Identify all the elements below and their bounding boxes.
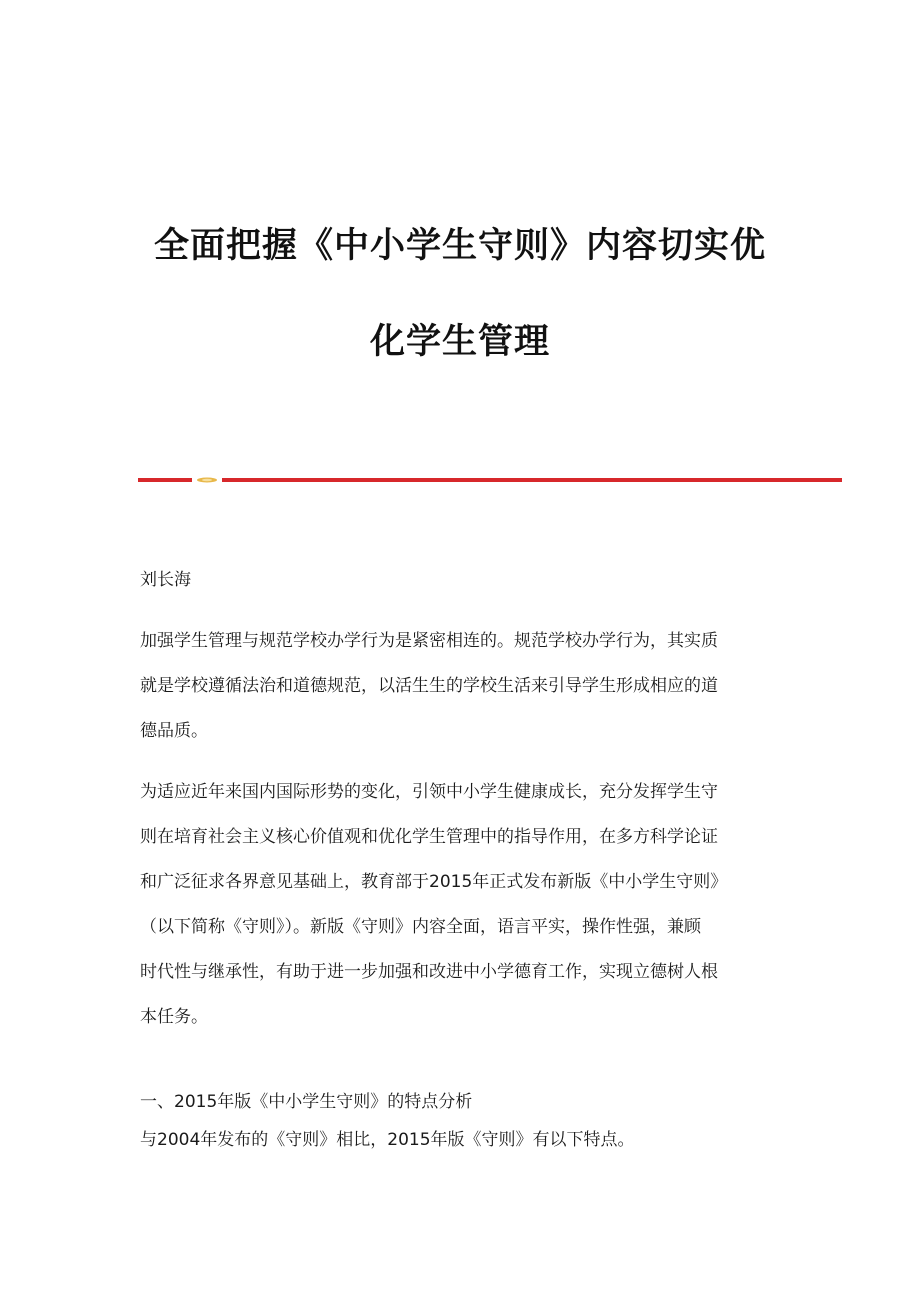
- paragraph-line: 则在培育社会主义核心价值观和优化学生管理中的指导作用，在多方科学论证: [140, 827, 718, 847]
- paragraph-2: [140, 770, 782, 1040]
- divider-bar-left: [138, 478, 192, 482]
- paragraph-1: [140, 619, 782, 754]
- title-divider: [138, 477, 842, 483]
- paragraph-line: 德品质。: [140, 721, 208, 741]
- divider-bar-right: [222, 478, 842, 482]
- paragraph-line: （以下简称《守则》）。新版《守则》内容全面，语言平实，操作性强，兼顾: [140, 917, 701, 937]
- author-name: 刘长海: [140, 570, 191, 590]
- paragraph-3: 与2004年发布的《守则》相比，2015年版《守则》有以下特点。: [140, 1130, 635, 1150]
- paragraph-line: 加强学生管理与规范学校办学行为是紧密相连的。规范学校办学行为，其实质: [140, 631, 718, 651]
- paragraph-line: 为适应近年来国内国际形势的变化，引领中小学生健康成长，充分发挥学生守: [140, 782, 718, 802]
- paragraph-line: 本任务。: [140, 1007, 208, 1027]
- section-heading: 一、2015年版《中小学生守则》的特点分析: [140, 1092, 473, 1112]
- paragraph-line: 时代性与继承性，有助于进一步加强和改进中小学德育工作，实现立德树人根: [140, 962, 718, 982]
- paragraph-line: 和广泛征求各界意见基础上，教育部于2015年正式发布新版《中小学生守则》: [140, 872, 728, 892]
- paragraph-line: 就是学校遵循法治和道德规范，以活生生的学校生活来引导学生形成相应的道: [140, 676, 718, 696]
- page-title-line-1: 全面把握《中小学生守则》内容切实优: [153, 226, 766, 266]
- divider-ornament-icon: [196, 477, 218, 483]
- page-title-line-2: 化学生管理: [369, 322, 550, 362]
